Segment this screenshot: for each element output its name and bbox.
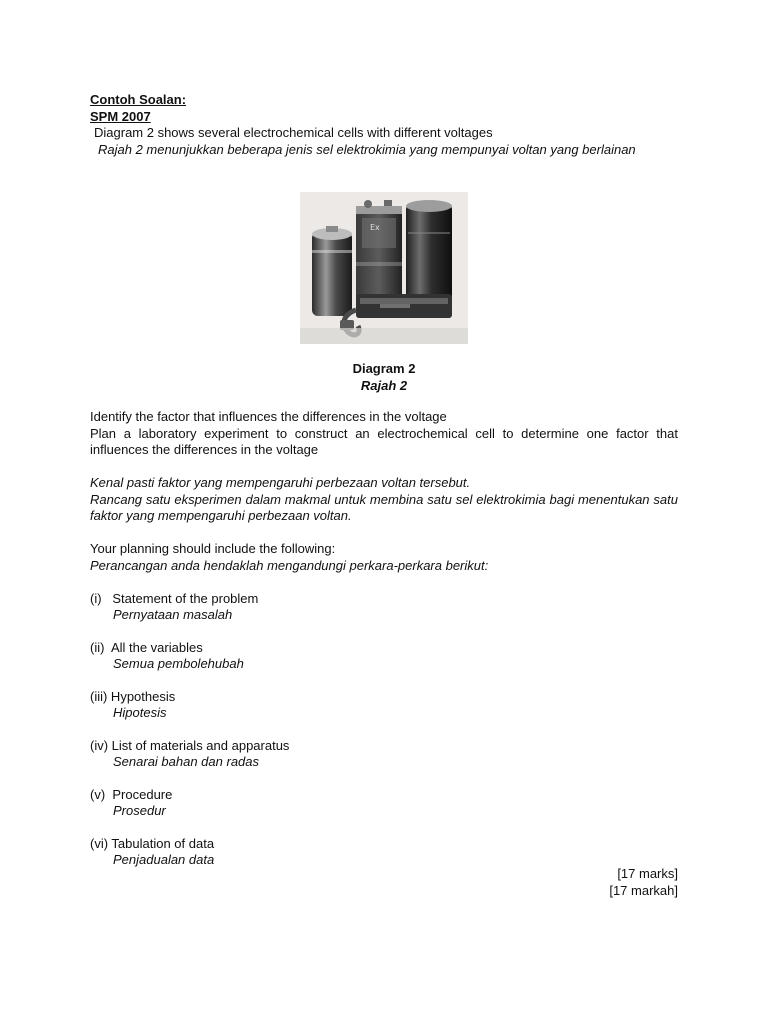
item-malay: Hipotesis [113,705,167,720]
task-line-2-english: Plan a laboratory experiment to construct an electrochemical cell to determine one factor that influences the differences in the voltage [90,425,678,457]
figure-caption [90,361,678,394]
list-item [90,836,678,869]
caption-malay: Rajah 2 [360,377,408,393]
item-english: (i) Statement of the problem [90,590,259,606]
item-malay: Senarai bahan dan radas [113,754,260,769]
marks-english: [17 marks] [617,866,678,881]
battery-photo [300,192,468,344]
item-malay: Penjadualan data [113,852,215,867]
planning-intro-malay: Perancangan anda hendaklah mengandungi perkara-perkara berikut: [90,557,489,573]
intro-english: Diagram 2 shows several electrochemical cells with different voltages [94,125,493,140]
item-english: (iii) Hypothesis [90,688,176,704]
marks-malay: [17 markah] [609,882,678,898]
item-english: (iv) List of materials and apparatus [90,737,290,753]
task-line-1-english: Identify the factor that influences the differences in the voltage [90,409,447,424]
list-item [90,738,678,771]
item-english: (v) Procedure [90,786,173,802]
item-malay: Semua pembolehubah [113,656,244,671]
caption-english: Diagram 2 [352,361,416,376]
task-line-1-malay: Kenal pasti faktor yang mempengaruhi perbezaan voltan tersebut. [90,475,471,490]
task-line-2-malay: Rancang satu eksperimen dalam makmal untuk membina satu sel elektrokimia bagi menentukan satu faktor yang mempengaruhi perbezaan voltan. [90,491,678,523]
page-title: Contoh Soalan: [90,92,187,107]
list-item [90,787,678,820]
exam-year: SPM 2007 [90,108,151,124]
item-malay: Prosedur [113,803,166,818]
list-item [90,591,678,624]
planning-intro-english: Your planning should include the following: [90,541,336,556]
header-block [90,92,678,158]
item-english: (ii) All the variables [90,639,203,655]
item-english: (vi) Tabulation of data [90,835,215,851]
list-item [90,689,678,722]
battery-brand-mark: Ex [370,223,380,232]
intro-malay: Rajah 2 menunjukkan beberapa jenis sel elektrokimia yang mempunyai voltan yang berlainan [98,141,636,157]
item-malay: Pernyataan masalah [113,607,233,622]
list-item [90,640,678,673]
marks-block [609,866,678,899]
question-body [90,409,678,869]
